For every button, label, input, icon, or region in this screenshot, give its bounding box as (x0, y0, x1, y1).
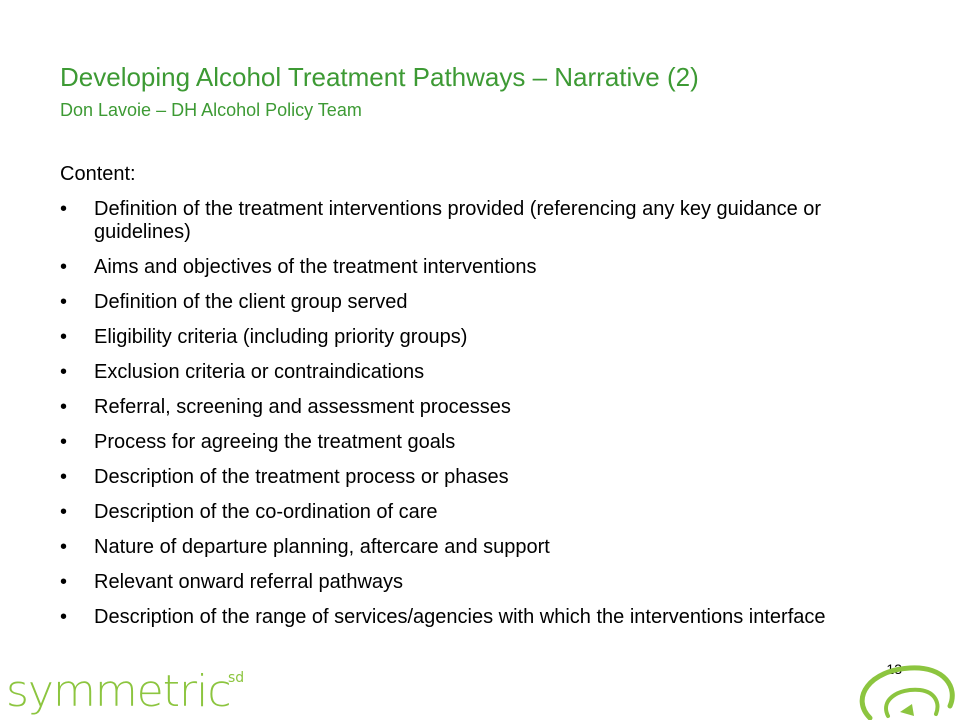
bullet-item (60, 256, 890, 279)
bullet-item (60, 198, 890, 244)
bullet-dot-icon: • (60, 571, 68, 593)
swirl-logo-icon (840, 648, 960, 720)
bullet-dot-icon: • (60, 501, 68, 523)
logo-superscript: sd (228, 670, 245, 686)
bullet-text: Description of the co-ordination of care (94, 501, 438, 523)
bullet-item (60, 361, 890, 384)
bullet-dot-icon: • (60, 326, 68, 348)
bullet-text: Description of the treatment process or phases (94, 466, 509, 488)
bullet-dot-icon: • (60, 431, 68, 453)
bullet-item (60, 536, 890, 559)
bullet-text: Definition of the treatment interventions provided (referencing any key guidance or guidelines) (94, 198, 822, 243)
bullet-dot-icon: • (60, 536, 68, 558)
logo-wordmark: symmetric (6, 666, 231, 717)
bullet-text: Description of the range of services/agencies with which the interventions interface (94, 606, 826, 628)
bullet-dot-icon: • (60, 396, 68, 418)
company-logo (6, 664, 306, 720)
slide-subtitle: Don Lavoie – DH Alcohol Policy Team (60, 100, 362, 120)
bullet-dot-icon: • (60, 361, 68, 383)
content-heading: Content: (60, 163, 136, 185)
bullet-text: Aims and objectives of the treatment interventions (94, 256, 537, 278)
bullet-dot-icon: • (60, 291, 68, 313)
bullet-list (60, 198, 890, 641)
bullet-item (60, 501, 890, 524)
bullet-dot-icon: • (60, 256, 68, 278)
slide-title: Developing Alcohol Treatment Pathways – Narrative (2) (60, 62, 699, 92)
bullet-item (60, 291, 890, 314)
bullet-item (60, 396, 890, 419)
bullet-text: Definition of the client group served (94, 291, 408, 313)
bullet-text: Exclusion criteria or contraindications (94, 361, 425, 383)
bullet-dot-icon: • (60, 466, 68, 488)
bullet-dot-icon: • (60, 198, 68, 220)
page-number: 13 (886, 661, 902, 677)
bullet-item (60, 326, 890, 349)
bullet-item (60, 431, 890, 454)
bullet-text: Relevant onward referral pathways (94, 571, 404, 593)
bullet-text: Eligibility criteria (including priority groups) (94, 326, 468, 348)
bullet-item (60, 466, 890, 489)
bullet-text: Process for agreeing the treatment goals (94, 431, 456, 453)
bullet-item (60, 571, 890, 594)
bullet-item (60, 606, 890, 629)
bullet-text: Nature of departure planning, aftercare and support (94, 536, 550, 558)
bullet-dot-icon: • (60, 606, 68, 628)
bullet-text: Referral, screening and assessment processes (94, 396, 511, 418)
